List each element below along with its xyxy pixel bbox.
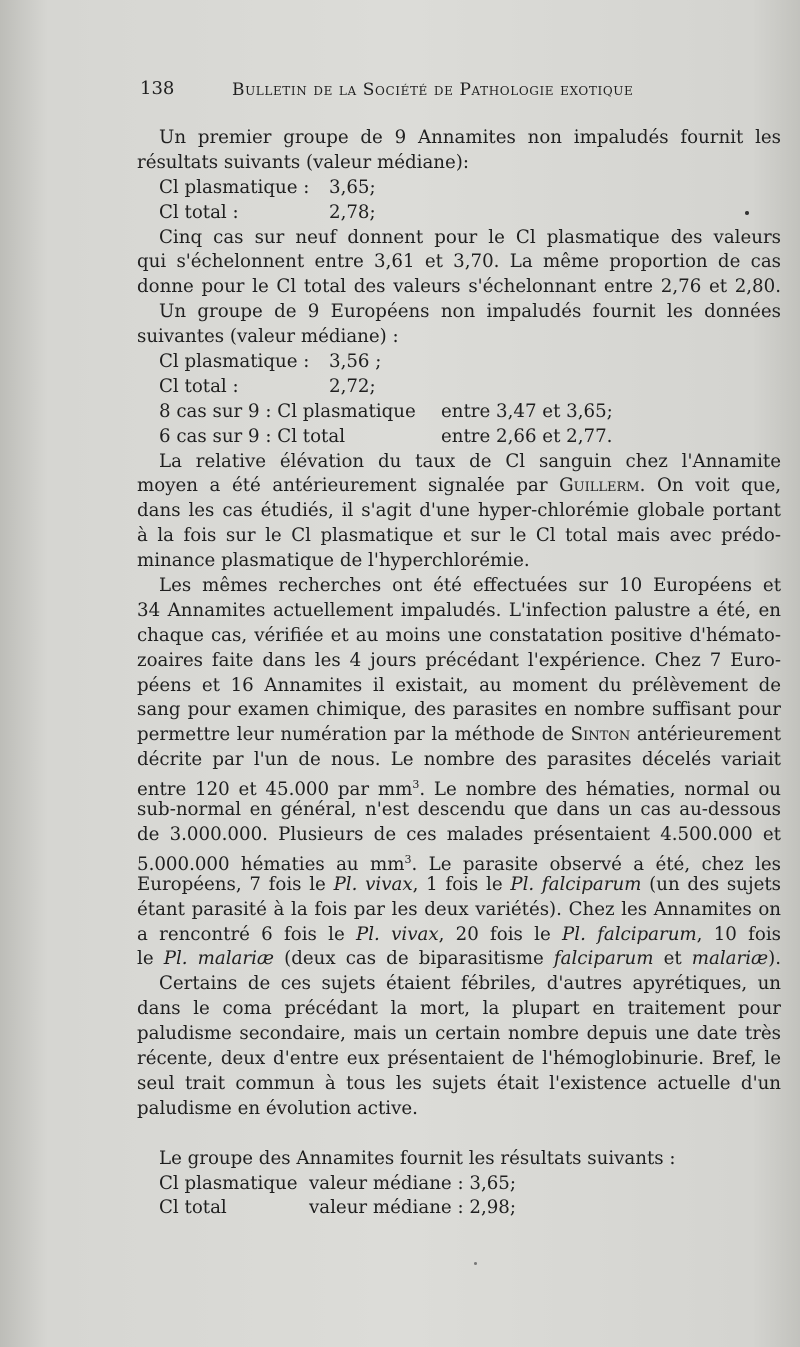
text-line: Un premier groupe de 9 Annamites non impaludés fournit les bbox=[159, 127, 781, 148]
text-line: paludisme secondaire, mais un certain nombre depuis une date très bbox=[137, 1023, 781, 1045]
text-line: entre 120 et 45.000 par $mm^3$. Le nombre des hématies, normal ou bbox=[137, 778, 782, 801]
result-row: Cl plasmatique valeur médiane : 3,65; bbox=[159, 1172, 516, 1194]
text-line: La relative élévation du taux de Cl sanguin chez l'Annamite bbox=[159, 450, 781, 472]
text-line: décrite par l'un de nous. Le nombre des parasites décelés variait bbox=[137, 749, 781, 771]
body-text bbox=[137, 126, 781, 1221]
text-line: chaque cas, vérifiée et au moins une constatation positive d'hémato- bbox=[137, 624, 781, 646]
result-row: Cl plasmatique : 3,56 ; bbox=[159, 351, 382, 373]
result-row: 6 cas sur 9 : Cl total entre 2,66 et 2,77. bbox=[159, 425, 613, 447]
text-line: permettre leur numération par la méthode de Sinton antérieurement bbox=[137, 724, 781, 746]
result-row: Cl plasmatique : 3,65; bbox=[159, 176, 376, 198]
text-line: suivantes (valeur médiane) : bbox=[137, 326, 399, 348]
page-header bbox=[140, 78, 780, 108]
text-line: seul trait commun à tous les sujets était l'existence actuelle d'un bbox=[137, 1072, 781, 1094]
text-line: récente, deux d'entre eux présentaient de l'hémoglobinurie. Bref, le bbox=[137, 1047, 781, 1069]
print-speck bbox=[745, 211, 749, 215]
text-line: dans le coma précédant la mort, la plupart en traitement pour bbox=[137, 998, 781, 1020]
text-line: a rencontré 6 fois le Pl. vivax, 20 fois le Pl. falciparum, 10 fois bbox=[137, 923, 781, 945]
text-line: Les mêmes recherches ont été effectuées sur 10 Européens et bbox=[159, 575, 781, 597]
result-row: Cl total : 2,78; bbox=[159, 201, 376, 223]
text-line: 5.000.000 hématies au $mm^3$. Le parasite observé a été, chez les bbox=[137, 852, 781, 875]
text-line: paludisme en évolution active. bbox=[137, 1097, 418, 1119]
print-speck bbox=[474, 1262, 477, 1265]
result-row: Cl total valeur médiane : 2,98; bbox=[159, 1197, 516, 1219]
text-line: le Pl. malariæ (deux cas de biparasitisme falciparum et malariæ). bbox=[137, 948, 781, 970]
running-title: Bulletin de la Société de Pathologie exotique bbox=[232, 80, 634, 100]
author-name: Sinton bbox=[570, 724, 631, 746]
text-line: sang pour examen chimique, des parasites en nombre suffisant pour bbox=[137, 699, 781, 721]
result-row: 8 cas sur 9 : Cl plasmatique entre 3,47 et 3,65; bbox=[159, 400, 613, 422]
text-line: à la fois sur le Cl plasmatique et sur le Cl total mais avec prédo- bbox=[137, 525, 781, 547]
text-line: de 3.000.000. Plusieurs de ces malades présentaient 4.500.000 et bbox=[137, 823, 781, 845]
result-row: Cl total : 2,72; bbox=[159, 375, 376, 397]
text-line: qui s'échelonnent entre 3,61 et 3,70. La même proportion de cas bbox=[137, 251, 781, 273]
text-line: minance plasmatique de l'hyperchlorémie. bbox=[137, 550, 530, 572]
text-line: dans les cas étudiés, il s'agit d'une hyper-chlorémie globale portant bbox=[137, 500, 781, 522]
text-line: zoaires faite dans les 4 jours précédant l'expérience. Chez 7 Euro- bbox=[137, 649, 781, 671]
text-line: Un groupe de 9 Européens non impaludés fournit les données bbox=[159, 301, 781, 323]
author-name: Guillerm bbox=[559, 475, 640, 497]
text-line: Certains de ces sujets étaient fébriles, d'autres apyrétiques, un bbox=[159, 973, 781, 995]
text-line: sub-normal en général, n'est descendu que dans un cas au-dessous bbox=[137, 799, 781, 821]
text-line: 34 Annamites actuellement impaludés. L'infection palustre a été, en bbox=[137, 599, 781, 621]
text-line: résultats suivants (valeur médiane): bbox=[137, 151, 470, 173]
text-line: étant parasité à la fois par les deux variétés). Chez les Annamites on bbox=[137, 898, 781, 920]
text-line: moyen a été antérieurement signalée par Guillerm. On voit que, bbox=[137, 475, 781, 497]
page-number: 138 bbox=[140, 78, 175, 99]
text-line: péens et 16 Annamites il existait, au moment du prélèvement de bbox=[137, 674, 781, 696]
text-line: Européens, 7 fois le Pl. vivax, 1 fois le Pl. falciparum (un des sujets bbox=[137, 873, 781, 895]
text-line: Cinq cas sur neuf donnent pour le Cl plasmatique des valeurs bbox=[159, 226, 781, 248]
text-line: Le groupe des Annamites fournit les résultats suivants : bbox=[159, 1147, 676, 1169]
text-line: donne pour le Cl total des valeurs s'échelonnant entre 2,76 et 2,80. bbox=[137, 276, 781, 298]
